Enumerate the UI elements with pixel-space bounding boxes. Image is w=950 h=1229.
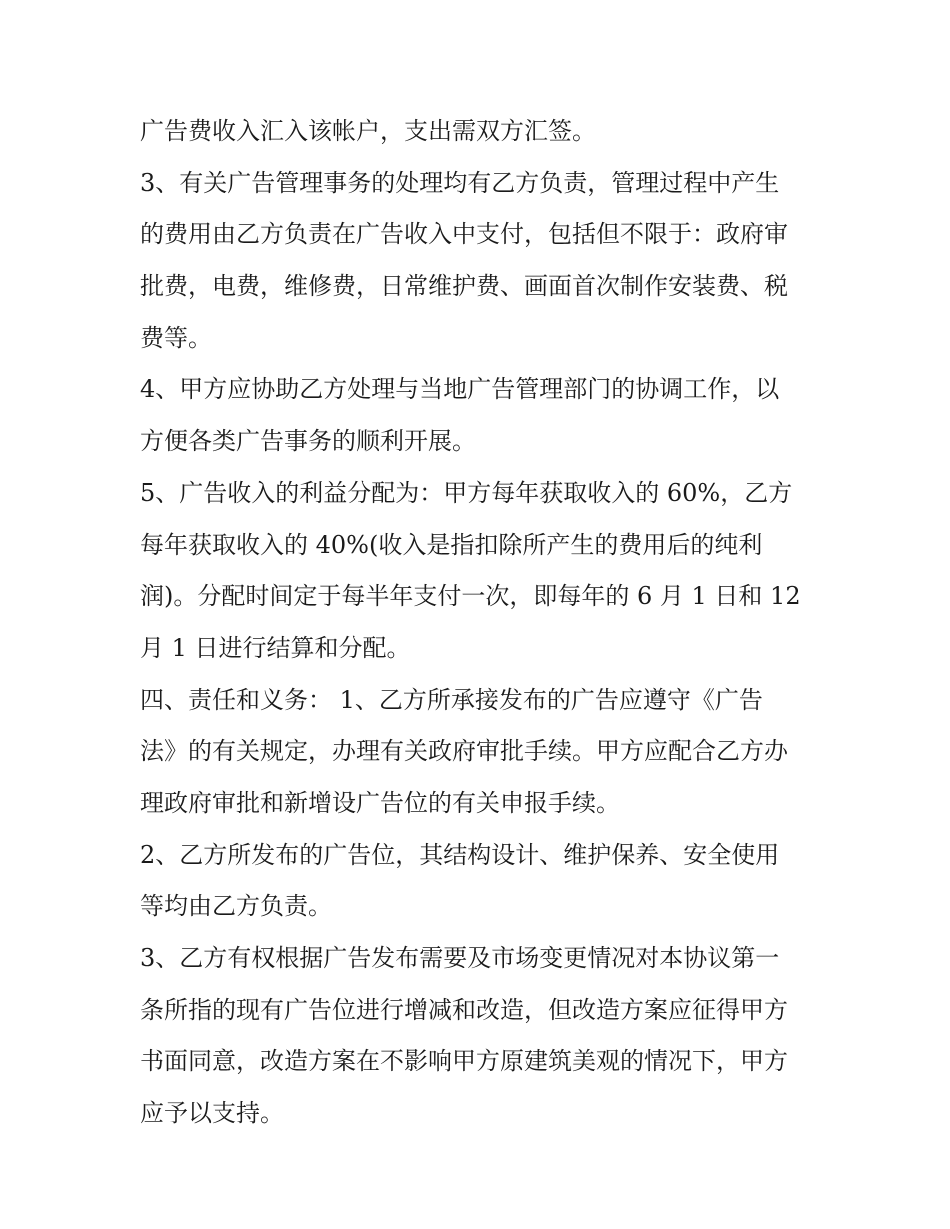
contract-text bbox=[140, 106, 820, 1140]
text-line: 方便各类广告事务的顺利开展。 bbox=[140, 427, 476, 456]
text-line: 3、有关广告管理事务的处理均有乙方负责，管理过程中产生 bbox=[140, 168, 780, 197]
text-line: 理政府审批和新增设广告位的有关申报手续。 bbox=[140, 788, 620, 817]
text-line: 广告费收入汇入该帐户，支出需双方汇签。 bbox=[140, 117, 596, 145]
text-line: 应予以支持。 bbox=[140, 1099, 284, 1128]
text-line: 每年获取收入的 40%(收入是指扣除所产生的费用后的纯利 bbox=[140, 530, 763, 559]
text-line: 月 1 日进行结算和分配。 bbox=[140, 633, 411, 662]
text-line: 润)。分配时间定于每半年支付一次，即每年的 6 月 1 日和 12 bbox=[140, 582, 801, 611]
text-line: 法》的有关规定，办理有关政府审批手续。甲方应配合乙方办 bbox=[140, 737, 788, 766]
text-line: 的费用由乙方负责在广告收入中支付，包括但不限于：政府审 bbox=[140, 220, 788, 249]
text-line: 2、乙方所发布的广告位，其结构设计、维护保养、安全使用 bbox=[140, 840, 780, 869]
text-line: 条所指的现有广告位进行增减和改造，但改造方案应征得甲方 bbox=[140, 995, 788, 1024]
text-line: 书面同意，改造方案在不影响甲方原建筑美观的情况下，甲方 bbox=[140, 1047, 788, 1076]
text-line: 批费，电费，维修费，日常维护费、画面首次制作安装费、税 bbox=[140, 272, 788, 301]
text-line: 3、乙方有权根据广告发布需要及市场变更情况对本协议第一 bbox=[140, 944, 780, 972]
text-line: 费等。 bbox=[140, 323, 212, 352]
text-line: 5、广告收入的利益分配为：甲方每年获取收入的 60%，乙方 bbox=[140, 478, 793, 507]
text-line: 等均由乙方负责。 bbox=[140, 892, 332, 921]
text-line: 四、责任和义务： 1、乙方所承接发布的广告应遵守《广告 bbox=[140, 685, 763, 714]
text-line: 4、甲方应协助乙方处理与当地广告管理部门的协调工作，以 bbox=[140, 375, 780, 404]
